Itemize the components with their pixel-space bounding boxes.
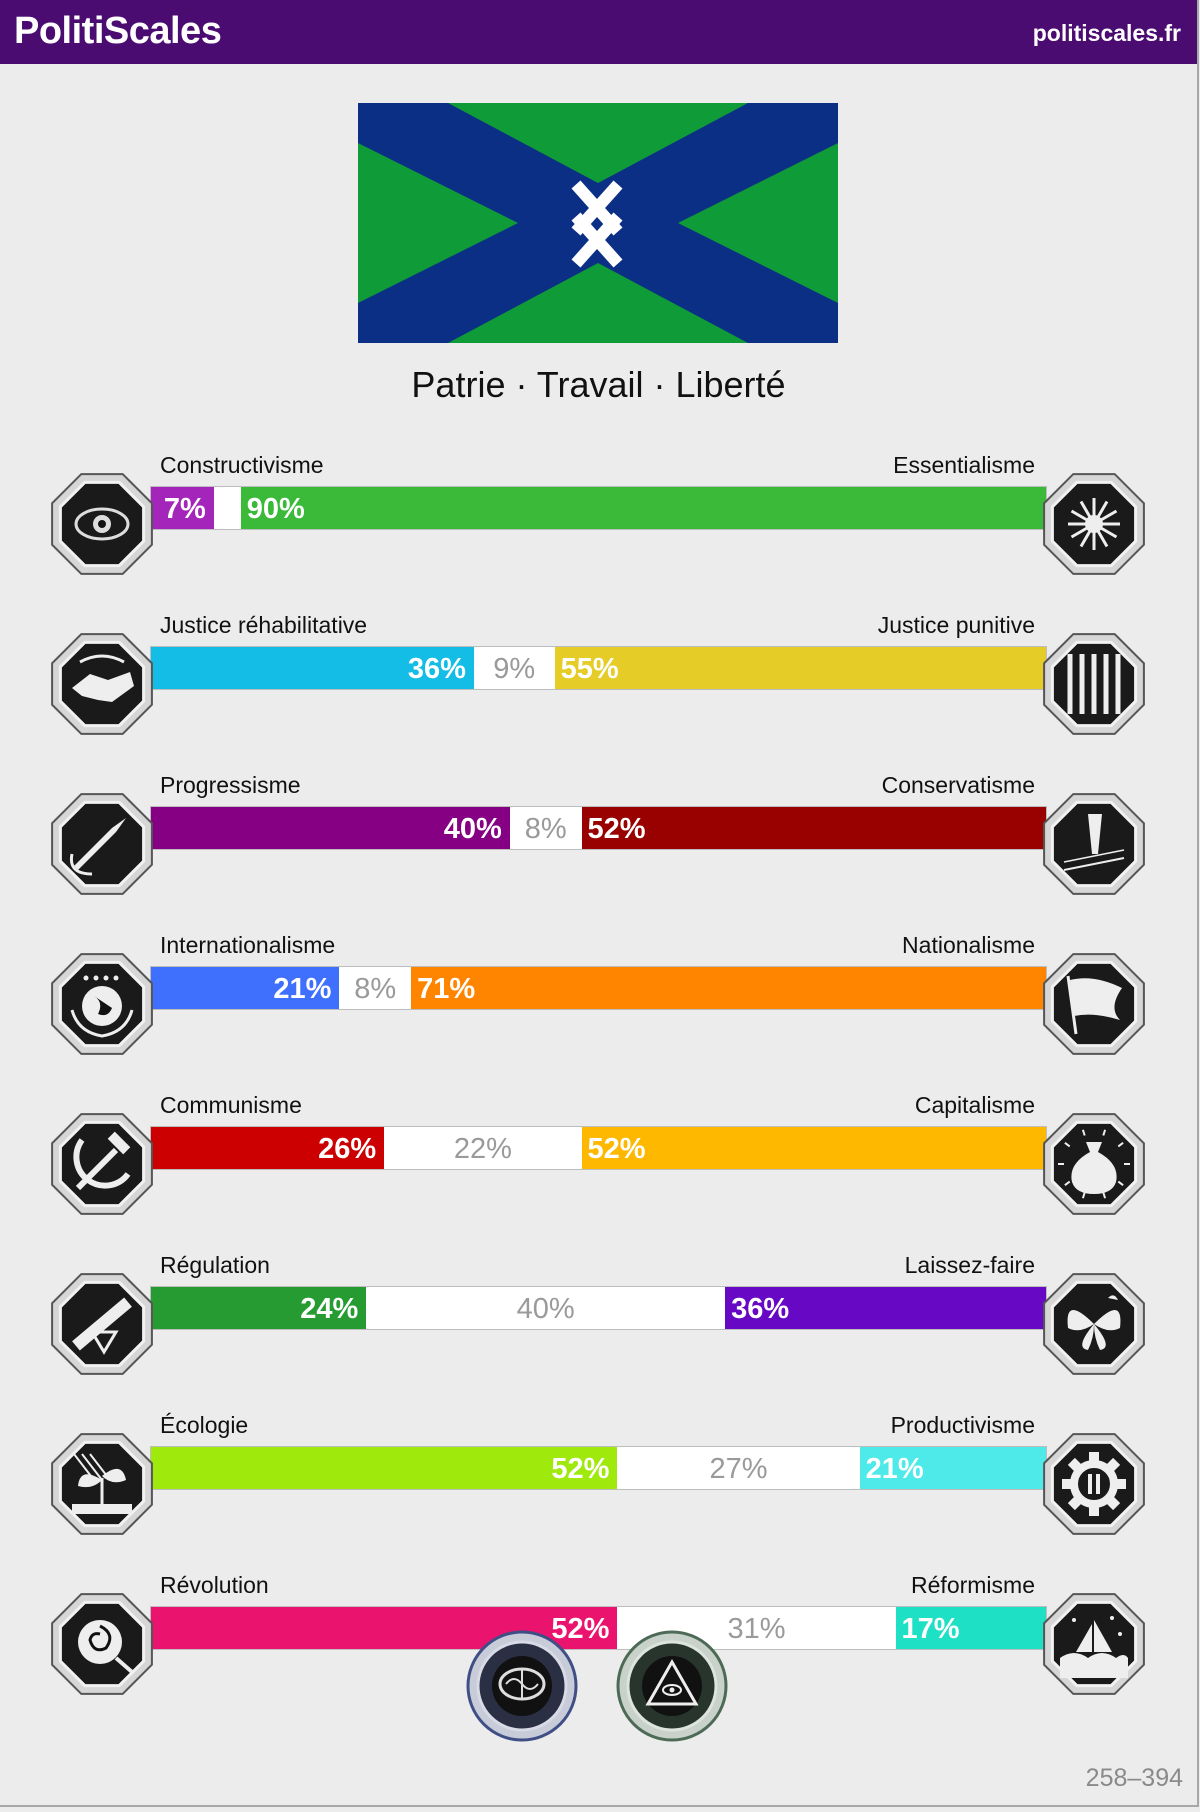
seals-row — [0, 1630, 1197, 1745]
bar-left-segment: 24% — [151, 1287, 366, 1329]
axis-bar[interactable] — [150, 1286, 1047, 1330]
bar-right-segment: 90% — [241, 487, 1047, 529]
axis-bar[interactable] — [150, 1446, 1047, 1490]
bar-left-segment: 40% — [151, 807, 510, 849]
brand-title[interactable]: PolitiScales — [14, 10, 222, 52]
axis-row — [0, 612, 1197, 742]
axis-bar[interactable] — [150, 806, 1047, 850]
quill-pen-icon[interactable] — [1038, 788, 1150, 900]
axis-left-label: Révolution — [160, 1572, 269, 1598]
bar-left-segment: 36% — [151, 647, 474, 689]
axis-right-label: Laissez-faire — [904, 1252, 1035, 1278]
axis-left-label: Communisme — [160, 1092, 302, 1118]
ruler-icon[interactable] — [46, 1268, 158, 1380]
globe-laurel-icon[interactable] — [46, 948, 158, 1060]
bar-neutral-segment: 8% — [524, 813, 567, 845]
axis-row — [0, 452, 1197, 582]
axis-row — [0, 772, 1197, 902]
flag-icon[interactable] — [1038, 948, 1150, 1060]
axis-bar[interactable] — [150, 646, 1047, 690]
hammer-sickle-icon[interactable] — [46, 1108, 158, 1220]
site-link[interactable]: politiscales.fr — [1032, 20, 1181, 46]
eye-pyramid-seal-icon[interactable] — [616, 1630, 728, 1742]
axis-left-label: Internationalisme — [160, 932, 336, 958]
axis-row — [0, 1412, 1197, 1542]
sprout-icon[interactable] — [46, 1428, 158, 1540]
axis-right-label: Essentialisme — [893, 452, 1035, 478]
bar-right-segment: 52% — [582, 1127, 1047, 1169]
bar-right-segment: 52% — [582, 807, 1047, 849]
bar-right-segment: 55% — [555, 647, 1047, 689]
bar-right-segment: 21% — [860, 1447, 1047, 1489]
bar-neutral-segment: 27% — [709, 1453, 768, 1485]
axis-row — [0, 1252, 1197, 1382]
axis-left-label: Justice réhabilitative — [160, 612, 368, 638]
bar-left-segment: 21% — [151, 967, 339, 1009]
bar-left-segment: 26% — [151, 1127, 384, 1169]
axis-bar[interactable] — [150, 486, 1047, 530]
axis-right-label: Productivisme — [890, 1412, 1035, 1438]
axis-right-label: Réformisme — [911, 1572, 1035, 1598]
axis-right-label: Capitalisme — [914, 1092, 1035, 1118]
axis-row — [0, 1092, 1197, 1222]
bar-right-segment: 71% — [411, 967, 1047, 1009]
bar-neutral-segment: 40% — [516, 1293, 575, 1325]
app-header — [0, 0, 1197, 64]
axis-left-label: Progressisme — [160, 772, 301, 798]
result-code: 258–394 — [1085, 1764, 1183, 1792]
bar-left-segment: 52% — [151, 1607, 617, 1649]
dna-flower-icon[interactable] — [1038, 468, 1150, 580]
axis-left-label: Régulation — [160, 1252, 270, 1278]
bar-right-segment: 17% — [896, 1607, 1048, 1649]
axis-left-label: Constructivisme — [160, 452, 324, 478]
axis-left-label: Écologie — [160, 1412, 249, 1438]
handshake-icon[interactable] — [46, 628, 158, 740]
money-bag-icon[interactable] — [1038, 1108, 1150, 1220]
rocket-icon[interactable] — [46, 788, 158, 900]
bar-neutral-segment: 8% — [354, 973, 397, 1005]
bar-neutral-segment: 31% — [727, 1613, 786, 1645]
eye-icon[interactable] — [46, 468, 158, 580]
axis-bar[interactable] — [150, 966, 1047, 1010]
bar-left-segment: 7% — [151, 487, 214, 529]
brain-seal-icon[interactable] — [466, 1630, 578, 1742]
bar-right-segment: 36% — [725, 1287, 1047, 1329]
flag-image — [358, 103, 838, 343]
bar-neutral-segment — [214, 487, 241, 529]
axis-right-label: Conservatisme — [881, 772, 1035, 798]
bar-neutral-segment: 9% — [493, 653, 536, 685]
butterfly-icon[interactable] — [1038, 1268, 1150, 1380]
axis-right-label: Justice punitive — [877, 612, 1035, 638]
prison-bars-icon[interactable] — [1038, 628, 1150, 740]
bar-left-segment: 52% — [151, 1447, 617, 1489]
axis-right-label: Nationalisme — [902, 932, 1035, 958]
axis-row — [0, 932, 1197, 1062]
gear-icon[interactable] — [1038, 1428, 1150, 1540]
motto: Patrie · Travail · Liberté — [411, 364, 786, 405]
axis-bar[interactable] — [150, 1126, 1047, 1170]
bar-neutral-segment: 22% — [453, 1133, 512, 1165]
